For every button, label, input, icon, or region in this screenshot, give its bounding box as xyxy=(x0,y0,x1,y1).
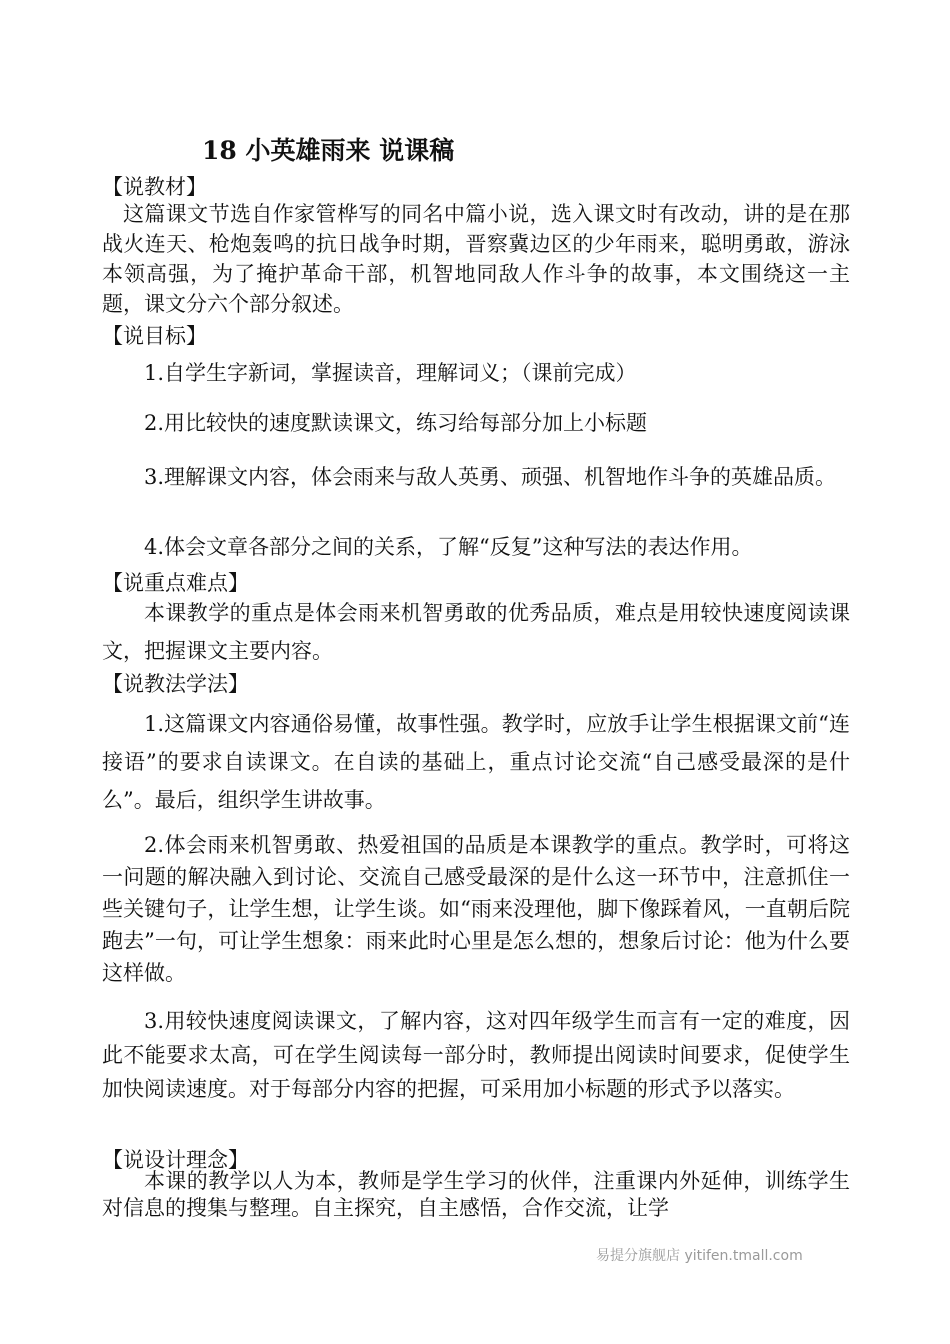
paragraph-keypoints: 本课教学的重点是体会雨来机智勇敢的优秀品质，难点是用较快速度阅读课文，把握课文主要内容。 xyxy=(102,601,850,663)
paragraph-goal-1: 1.自学生字新词，掌握读音，理解词义；（课前完成） xyxy=(144,361,637,385)
paragraph-method-3: 3.用较快速度阅读课文，了解内容，这对四年级学生而言有一定的难度，因此不能要求太高，可在学生阅读每一部分时，教师提出阅读时间要求，促使学生加快阅读速度。对于每部分内容的把握，可采用加小标题的形式予以落实。 xyxy=(102,1009,850,1101)
watermark-text: 易提分旗舰店 yitifen.tmall.com xyxy=(596,1248,803,1264)
paragraph-goal-4: 4.体会文章各部分之间的关系，了解“反复”这种写法的表达作用。 xyxy=(144,535,753,559)
paragraph-material: 这篇课文节选自作家管桦写的同名中篇小说，选入课文时有改动，讲的是在那战火连天、枪炮轰鸣的抗日战争时期，晋察冀边区的少年雨来，聪明勇敢，游泳本领高强，为了掩护革命干部，机智地同敌人作斗争的故事，本文围绕这一主题，课文分六个部分叙述。 xyxy=(102,202,850,316)
paragraph-concept: 本课的教学以人为本，教师是学生学习的伙伴，注重课内外延伸，训练学生对信息的搜集与整理。自主探究，自主感悟，合作交流，让学 xyxy=(102,1169,850,1220)
section-heading-concept: 【说设计理念】 xyxy=(102,1148,249,1172)
paragraph-method-1: 1.这篇课文内容通俗易懂，故事性强。教学时，应放手让学生根据课文前“连接语”的要求自读课文。在自读的基础上，重点讨论交流“自己感受最深的是什么”。最后，组织学生讲故事。 xyxy=(102,712,850,812)
paragraph-method-2: 2.体会雨来机智勇敢、热爱祖国的品质是本课教学的重点。教学时，可将这一问题的解决融入到讨论、交流自己感受最深的是什么这一环节中，注意抓住一些关键句子，让学生想，让学生谈。如“雨来没理他，脚下像踩着风，一直朝后院跑去”一句，可让学生想象：雨来此时心里是怎么想的，想象后讨论：他为什么要这样做。 xyxy=(102,833,850,985)
document-title: 18 小英雄雨来 说课稿 xyxy=(202,136,455,165)
section-heading-keypoints: 【说重点难点】 xyxy=(102,571,249,595)
section-heading-methods: 【说教法学法】 xyxy=(102,672,249,696)
section-heading-material: 【说教材】 xyxy=(102,175,207,199)
paragraph-goal-3: 3.理解课文内容，体会雨来与敌人英勇、顽强、机智地作斗争的英雄品质。 xyxy=(144,465,837,489)
section-heading-goals: 【说目标】 xyxy=(102,324,207,348)
paragraph-goal-2: 2.用比较快的速度默读课文，练习给每部分加上小标题 xyxy=(144,411,648,435)
